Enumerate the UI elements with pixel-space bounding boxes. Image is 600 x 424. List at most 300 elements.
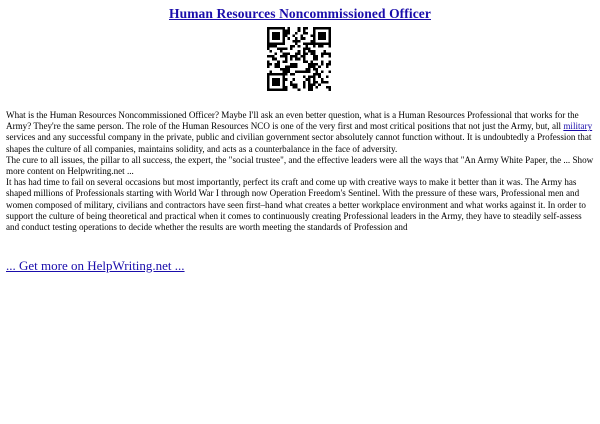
qr-module xyxy=(295,55,298,58)
qr-module xyxy=(303,81,306,84)
qr-module xyxy=(313,30,316,33)
qr-module xyxy=(308,88,311,91)
qr-module xyxy=(277,88,280,91)
qr-module xyxy=(267,42,270,45)
qr-module xyxy=(267,73,270,76)
qr-module xyxy=(277,73,280,76)
qr-module xyxy=(328,45,331,48)
qr-module xyxy=(285,53,288,56)
qr-module xyxy=(272,45,275,48)
qr-module xyxy=(323,27,326,30)
qr-module xyxy=(305,45,308,48)
paragraph-1 xyxy=(6,110,596,155)
qr-module xyxy=(275,42,278,45)
qr-module xyxy=(275,73,278,76)
qr-module xyxy=(308,71,311,74)
qr-module xyxy=(298,50,301,53)
qr-module xyxy=(282,81,285,84)
qr-module xyxy=(326,76,329,79)
qr-module xyxy=(267,65,270,68)
qr-module xyxy=(311,60,314,63)
qr-module xyxy=(303,55,306,58)
qr-module xyxy=(313,76,316,79)
qr-module xyxy=(285,88,288,91)
qr-module xyxy=(290,83,293,86)
qr-module xyxy=(303,50,306,53)
qr-module xyxy=(313,37,316,40)
qr-module xyxy=(321,53,324,56)
qr-module xyxy=(267,81,270,84)
paragraph-2: The cure to all issues, the pillar to all success, the expert, the "social trustee", and the effective leaders were all the ways that "An Army White Paper, the ... Show more content on Helpwriting.net ... xyxy=(6,154,594,177)
qr-module xyxy=(311,65,314,68)
qr-code-image xyxy=(267,27,331,91)
qr-module xyxy=(287,68,290,71)
qr-module xyxy=(280,68,283,71)
qr-module xyxy=(285,78,288,81)
qr-module xyxy=(300,71,303,74)
qr-module xyxy=(328,55,331,58)
qr-module xyxy=(270,63,273,66)
qr-module xyxy=(328,63,331,66)
qr-module xyxy=(277,83,280,86)
qr-module xyxy=(272,58,275,61)
qr-module xyxy=(313,83,316,86)
qr-module xyxy=(282,76,285,79)
qr-module xyxy=(277,35,280,38)
qr-module xyxy=(285,58,288,61)
qr-module xyxy=(313,81,316,84)
qr-module xyxy=(272,78,275,81)
qr-module xyxy=(282,42,285,45)
qr-module xyxy=(272,42,275,45)
qr-module xyxy=(267,83,270,86)
qr-module xyxy=(285,60,288,63)
qr-module xyxy=(308,65,311,68)
qr-module xyxy=(321,42,324,45)
qr-module xyxy=(321,27,324,30)
qr-module xyxy=(308,76,311,79)
qr-module xyxy=(282,88,285,91)
qr-module xyxy=(313,40,316,43)
qr-module xyxy=(272,32,275,35)
qr-module xyxy=(277,32,280,35)
qr-module xyxy=(298,88,301,91)
qr-module xyxy=(285,71,288,74)
qr-module xyxy=(300,35,303,38)
qr-module xyxy=(270,27,273,30)
qr-module xyxy=(267,88,270,91)
qr-module xyxy=(280,47,283,50)
qr-module xyxy=(267,86,270,89)
qr-module xyxy=(323,32,326,35)
qr-module xyxy=(318,35,321,38)
qr-module xyxy=(293,35,296,38)
qr-module xyxy=(323,37,326,40)
qr-module xyxy=(280,42,283,45)
qr-module xyxy=(316,73,319,76)
qr-module xyxy=(311,76,314,79)
qr-module xyxy=(311,53,314,56)
qr-module xyxy=(305,53,308,56)
qr-module xyxy=(277,47,280,50)
qr-module xyxy=(311,40,314,43)
qr-module xyxy=(282,30,285,33)
qr-module xyxy=(277,60,280,63)
qr-module xyxy=(303,60,306,63)
qr-module xyxy=(282,47,285,50)
qr-module xyxy=(298,58,301,61)
qr-module xyxy=(313,45,316,48)
qr-module xyxy=(311,35,314,38)
qr-module xyxy=(290,63,293,66)
qr-module xyxy=(267,40,270,43)
qr-module xyxy=(287,65,290,68)
qr-module xyxy=(308,86,311,89)
qr-module xyxy=(303,71,306,74)
qr-module xyxy=(293,55,296,58)
qr-module xyxy=(323,42,326,45)
qr-module xyxy=(303,30,306,33)
qr-module xyxy=(328,27,331,30)
qr-module xyxy=(282,53,285,56)
qr-module xyxy=(282,60,285,63)
qr-module xyxy=(328,86,331,89)
qr-module xyxy=(275,78,278,81)
qr-module xyxy=(316,55,319,58)
qr-module xyxy=(275,27,278,30)
qr-module xyxy=(328,71,331,74)
qr-module xyxy=(323,35,326,38)
qr-module xyxy=(328,40,331,43)
qr-module xyxy=(272,83,275,86)
qr-module xyxy=(270,73,273,76)
qr-module xyxy=(272,27,275,30)
qr-module xyxy=(303,58,306,61)
qr-module xyxy=(285,35,288,38)
qr-module xyxy=(272,81,275,84)
qr-module xyxy=(282,27,285,30)
qr-module xyxy=(285,68,288,71)
qr-module xyxy=(308,47,311,50)
qr-module xyxy=(318,83,321,86)
qr-module xyxy=(295,53,298,56)
qr-module xyxy=(272,55,275,58)
qr-module xyxy=(287,53,290,56)
qr-module xyxy=(313,55,316,58)
qr-module xyxy=(321,45,324,48)
qr-module xyxy=(267,32,270,35)
qr-module xyxy=(285,30,288,33)
qr-module xyxy=(316,27,319,30)
qr-module xyxy=(311,83,314,86)
qr-module xyxy=(282,40,285,43)
qr-module xyxy=(316,86,319,89)
qr-module xyxy=(267,37,270,40)
qr-module xyxy=(295,32,298,35)
qr-module xyxy=(313,35,316,38)
qr-module xyxy=(313,58,316,61)
qr-module xyxy=(295,40,298,43)
article-body xyxy=(6,110,596,233)
qr-module xyxy=(313,78,316,81)
qr-module xyxy=(326,27,329,30)
qr-module xyxy=(282,73,285,76)
qr-module xyxy=(267,60,270,63)
qr-module xyxy=(295,63,298,66)
qr-module xyxy=(285,55,288,58)
qr-module xyxy=(290,81,293,84)
qr-module xyxy=(328,42,331,45)
qr-module xyxy=(282,32,285,35)
qr-module xyxy=(318,76,321,79)
qr-module xyxy=(275,88,278,91)
qr-module xyxy=(303,27,306,30)
qr-module xyxy=(313,68,316,71)
qr-module xyxy=(287,32,290,35)
military-link[interactable]: military xyxy=(563,121,593,132)
qr-module xyxy=(287,71,290,74)
qr-module xyxy=(275,63,278,66)
qr-module xyxy=(270,55,273,58)
qr-module xyxy=(267,35,270,38)
qr-module xyxy=(272,37,275,40)
qr-module xyxy=(328,32,331,35)
qr-module xyxy=(277,63,280,66)
qr-module xyxy=(275,65,278,68)
qr-module xyxy=(321,37,324,40)
qr-module xyxy=(316,63,319,66)
qr-module xyxy=(326,65,329,68)
qr-module xyxy=(305,68,308,71)
paragraph-1-text-end: services and any successful company in the private, public and civilian government sector absolutely cannot function without. It is undoubtedly a Profession that shapes the culture of all companies, maintains solidity, and acts as a counterbalance in the face of adversity. xyxy=(6,132,592,154)
qr-module xyxy=(293,45,296,48)
qr-module xyxy=(298,71,301,74)
qr-module xyxy=(270,71,273,74)
qr-module xyxy=(328,60,331,63)
qr-module xyxy=(280,50,283,53)
qr-module xyxy=(275,58,278,61)
qr-module xyxy=(290,45,293,48)
qr-module xyxy=(275,81,278,84)
qr-module xyxy=(308,78,311,81)
qr-module xyxy=(318,27,321,30)
qr-module xyxy=(313,63,316,66)
qr-module xyxy=(293,63,296,66)
qr-module xyxy=(305,42,308,45)
qr-module xyxy=(303,83,306,86)
qr-module xyxy=(303,86,306,89)
qr-module xyxy=(318,32,321,35)
qr-module xyxy=(316,81,319,84)
qr-module xyxy=(287,30,290,33)
qr-module xyxy=(303,42,306,45)
qr-module xyxy=(321,55,324,58)
qr-module xyxy=(267,27,270,30)
qr-module xyxy=(275,37,278,40)
qr-module xyxy=(270,50,273,53)
qr-module xyxy=(282,83,285,86)
qr-module xyxy=(311,63,314,66)
qr-module xyxy=(318,42,321,45)
qr-module xyxy=(303,47,306,50)
qr-module xyxy=(313,53,316,56)
qr-module xyxy=(316,42,319,45)
qr-module xyxy=(267,30,270,33)
qr-module xyxy=(277,37,280,40)
qr-module xyxy=(323,53,326,56)
qr-module xyxy=(270,88,273,91)
qr-module xyxy=(277,27,280,30)
qr-module xyxy=(295,65,298,68)
qr-module xyxy=(311,50,314,53)
qr-module xyxy=(275,45,278,48)
qr-module xyxy=(308,42,311,45)
paragraph-1-text-start: What is the Human Resources Noncommissioned Officer? Maybe I'll ask an even better question, what is a Human Resources Professional that works for the Army? They're the same person. The role of the Human Resources NCO is one of the very first and most critical positions that not just the Army, but, all xyxy=(6,110,579,132)
qr-module xyxy=(303,76,306,79)
qr-module xyxy=(298,30,301,33)
qr-module xyxy=(282,71,285,74)
qr-module xyxy=(277,78,280,81)
qr-module xyxy=(305,32,308,35)
qr-module xyxy=(318,65,321,68)
qr-module xyxy=(303,53,306,56)
qr-module xyxy=(280,88,283,91)
qr-module xyxy=(316,68,319,71)
qr-module xyxy=(298,53,301,56)
qr-module xyxy=(267,63,270,66)
qr-module xyxy=(298,40,301,43)
qr-module xyxy=(313,32,316,35)
qr-module xyxy=(313,42,316,45)
qr-module xyxy=(293,86,296,89)
qr-module xyxy=(267,47,270,50)
qr-module xyxy=(282,37,285,40)
qr-module xyxy=(272,73,275,76)
qr-module xyxy=(293,73,296,76)
qr-module xyxy=(305,47,308,50)
qr-module xyxy=(282,35,285,38)
qr-module xyxy=(277,81,280,84)
qr-module xyxy=(277,65,280,68)
qr-module xyxy=(282,55,285,58)
qr-module xyxy=(328,30,331,33)
qr-module xyxy=(290,65,293,68)
qr-module xyxy=(298,45,301,48)
qr-module xyxy=(285,65,288,68)
qr-module xyxy=(321,60,324,63)
qr-module xyxy=(282,78,285,81)
qr-module xyxy=(328,35,331,38)
qr-module xyxy=(308,68,311,71)
qr-module xyxy=(326,81,329,84)
qr-module xyxy=(295,83,298,86)
qr-module xyxy=(280,73,283,76)
qr-module xyxy=(321,78,324,81)
qr-module xyxy=(321,81,324,84)
qr-module xyxy=(290,73,293,76)
qr-module xyxy=(293,83,296,86)
qr-module xyxy=(305,78,308,81)
title-container xyxy=(0,5,600,23)
qr-module xyxy=(295,71,298,74)
qr-module xyxy=(321,71,324,74)
qr-module xyxy=(326,42,329,45)
qr-module xyxy=(313,50,316,53)
qr-module xyxy=(270,45,273,48)
qr-module xyxy=(318,73,321,76)
page-title-link[interactable]: Human Resources Noncommissioned Officer xyxy=(168,6,431,21)
qr-module xyxy=(328,53,331,56)
qr-module xyxy=(305,27,308,30)
qr-module xyxy=(318,37,321,40)
qr-module xyxy=(275,35,278,38)
qr-module xyxy=(328,88,331,91)
qr-module xyxy=(267,55,270,58)
qr-module xyxy=(308,63,311,66)
qr-module xyxy=(285,86,288,89)
qr-module xyxy=(305,60,308,63)
qr-module xyxy=(267,45,270,48)
paragraph-3: It has had time to fail on several occasions but most importantly, perfect its craft and come up with creative ways to make it better than it was. The Army has shaped millions of Professionals starting with World War I through now Operation Freedom's Sentinel. With the pressure of these wars, Professional men and women composed of military, civilians and contractors have seen first–hand what creates a better workplace environment and what works against it. In order to support the culture of being theoretical and practical when it comes to continuously creating Professional leaders in the Army, they have to steadily self-assess and conduct testing operations to decide whether the results are worth meeting the standards of Profession and xyxy=(6,177,586,233)
qr-module xyxy=(303,32,306,35)
qr-module xyxy=(311,42,314,45)
get-more-link[interactable]: ... Get more on HelpWriting.net ... xyxy=(6,258,185,273)
qr-module xyxy=(285,32,288,35)
qr-module xyxy=(280,27,283,30)
qr-module xyxy=(308,81,311,84)
qr-module xyxy=(313,65,316,68)
qr-module xyxy=(290,55,293,58)
qr-module xyxy=(275,32,278,35)
qr-module xyxy=(305,71,308,74)
qr-module xyxy=(287,27,290,30)
qr-module xyxy=(328,37,331,40)
qr-module xyxy=(316,58,319,61)
qr-module xyxy=(272,35,275,38)
qr-module xyxy=(267,78,270,81)
qr-module xyxy=(272,88,275,91)
qr-module xyxy=(298,27,301,30)
qr-module xyxy=(303,37,306,40)
qr-module xyxy=(308,83,311,86)
qr-module xyxy=(280,55,283,58)
qr-module xyxy=(321,63,324,66)
qr-module xyxy=(270,42,273,45)
qr-module xyxy=(300,55,303,58)
qr-module xyxy=(275,53,278,56)
qr-module xyxy=(321,35,324,38)
qr-module xyxy=(313,73,316,76)
qr-module xyxy=(267,76,270,79)
qr-module xyxy=(290,47,293,50)
qr-module xyxy=(277,42,280,45)
qr-module xyxy=(293,40,296,43)
qr-module xyxy=(293,65,296,68)
qr-module xyxy=(282,86,285,89)
qr-module xyxy=(285,73,288,76)
qr-module xyxy=(295,42,298,45)
qr-module xyxy=(300,37,303,40)
qr-module xyxy=(275,83,278,86)
qr-module xyxy=(326,63,329,66)
qr-module xyxy=(308,50,311,53)
qr-module xyxy=(290,58,293,61)
qr-module xyxy=(295,86,298,89)
qr-module xyxy=(295,58,298,61)
qr-module xyxy=(313,27,316,30)
qr-module xyxy=(316,71,319,74)
qr-module xyxy=(323,81,326,84)
